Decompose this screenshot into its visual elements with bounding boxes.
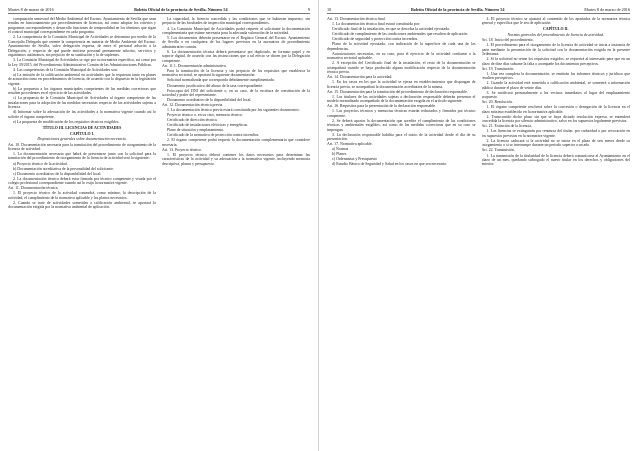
paragraph: 4. Las competencias de la Comisión Municipal de Actividades son: bbox=[13, 67, 118, 72]
paragraph: 2. Cuando la actividad esté sometida a calificación ambiental, se someterá a información pública durante el plazo de veinte días. bbox=[481, 81, 630, 90]
section-heading: CAPÍTULO II. bbox=[542, 27, 569, 32]
article-heading: Art. 20. Resolución. bbox=[481, 100, 513, 105]
right-page-columns bbox=[327, 17, 630, 449]
paragraph: 2. La documentación técnica deberá estar firmada por técnico competente y visada por el colegio profesional correspondiente cuando así lo exija la normativa vigente. bbox=[8, 176, 156, 186]
paragraph: 1. Las licencias se extinguirán por renuncia del titular, por caducidad o por revocación en los supuestos previstos en la normativa vigente. bbox=[481, 129, 630, 138]
paragraph: Proyecto técnico o, en su caso, memoria técnica. bbox=[167, 113, 243, 118]
article-heading: Art. 18. Inicio del procedimiento. bbox=[481, 38, 534, 43]
article-heading: Art. 10. Documentación necesaria para la tramitación del procedimiento de otorgamiento de la licencia de actividad. bbox=[8, 142, 156, 151]
paragraph: Fotocopia del DNI del solicitante o, en su caso, de la escritura de constitución de la sociedad y poder del representante. bbox=[162, 88, 310, 97]
left-page-columns bbox=[8, 17, 310, 449]
article-heading: Art. 17. Normativa aplicable. bbox=[327, 142, 373, 147]
paragraph: Plano de la actividad ejecutada, con indicación de la superficie de cada una de las dependencias. bbox=[327, 42, 476, 51]
paragraph: 3. Se notificará personalmente a los vecinos inmediatos al lugar del emplazamiento propuesto. bbox=[481, 90, 630, 100]
article-heading: Art. 14. Documentación para la actividad. bbox=[327, 75, 393, 80]
paragraph: 2. La licencia caducará si la actividad no se inicia en el plazo de seis meses desde su otorgamiento o si se interrumpe durante un periodo superior a un año. bbox=[481, 138, 630, 148]
paragraph: Para la tramitación de la licencia y sin perjuicio de los requisitos que establezca la normativa sectorial, se aportará la siguiente documentación: bbox=[162, 68, 310, 78]
paragraph: Documento justificativo del abono de la tasa correspondiente. bbox=[167, 83, 264, 88]
paragraph: c) La propuesta de la Comisión Municipal de Actividades al órgano competente de las instalaciones para la adopción de las medidas necesarias respecto de las actividades sujetas a licencia. bbox=[8, 96, 156, 110]
paragraph: 1. Los proyectos técnicos y memorias técnicas estarán redactados y firmados por técnico competente. bbox=[327, 109, 476, 118]
right-page-header bbox=[327, 6, 630, 14]
left-header-page-number: 9 bbox=[307, 7, 310, 12]
paragraph: d) Estudio Básico de Seguridad y Salud en los casos en que sea necesario. bbox=[332, 162, 448, 167]
right-column-1 bbox=[327, 17, 476, 449]
paragraph: 1. Una vez completa la documentación, se emitirán los informes técnicos y jurídicos que resulten preceptivos. bbox=[481, 71, 630, 81]
right-header-date: Martes 8 de marzo de 2016 bbox=[584, 7, 630, 12]
paragraph: Plano de situación y emplazamiento. bbox=[167, 128, 225, 133]
paragraph: 2. Se deberá aportar la documentación que acredite el cumplimiento de las condiciones técnicas y ambientales exigibles, así como de las medidas correctoras que en su caso se impongan. bbox=[327, 118, 476, 132]
article-heading: Art. 16. Requisitos para la presentación de la declaración responsable. bbox=[327, 104, 437, 109]
paragraph: 2. La competencia de la Comisión Municipal de Actividades se determina por medio de la Concejalía Delegada que ostente la competencia en materia de Medio Ambiente del Excmo. Ayuntamiento de Sevilla, salvo delegación expresa, de entre el personal adscrito a la Delegación, y respecto de qué puede emitirse personal permanente adscrito, servicios y organismos autónomos, sin perjuicio de su sustitución y la de suplentes. bbox=[8, 35, 156, 58]
left-column-1 bbox=[8, 17, 156, 449]
paragraph: Autorizaciones necesarias, en su caso, para el ejercicio de la actividad conforme a la normativa sectorial aplicable. bbox=[327, 51, 476, 61]
section-heading: TÍTULO III. LICENCIAS DE ACTIVIDADES bbox=[42, 125, 122, 130]
left-header-title: Boletín Oficial de la provincia de Sevilla. Número 54 bbox=[134, 7, 228, 12]
paragraph: b) Documentación acreditativa de la personalidad del solicitante. bbox=[13, 166, 114, 171]
paragraph: 4. El proyecto técnico se ajustará al contenido de los apartados de la normativa técnica general y específica que le sea de aplicación. bbox=[481, 17, 630, 26]
article-heading: Art. 21. Extinción de la licencia. bbox=[481, 124, 533, 129]
paragraph: Solicitud normalizada que corresponda debidamente cumplimentada. bbox=[167, 78, 275, 83]
article-heading: Art. 13. Documentación técnica final. bbox=[327, 17, 386, 21]
paragraph: 1. En los casos en los que la actividad se ejerza en establecimientos que dispongan de licencia previa, se acompañará la documentación acreditativa de la misma. bbox=[327, 80, 476, 89]
paragraph: 2. Si la solicitud no reúne los requisitos exigidos, se requerirá al interesado para que en un plazo de diez días subsane la falta o acompañe los documentos preceptivos. bbox=[481, 57, 630, 66]
paragraph: Certificado de instalaciones eléctricas y energéticas. bbox=[167, 123, 249, 128]
article-heading: Art. 11.1. Documentación administrativa. bbox=[162, 63, 227, 68]
article-heading: Art. 15. Documentación para la tramitación del procedimiento de declaración responsable. bbox=[327, 89, 468, 94]
paragraph: Certificado final de la instalación, en que se describa la actividad ejecutada. bbox=[332, 27, 450, 32]
article-heading: Art. 19. Tramitación. bbox=[481, 66, 515, 71]
section-subheading: Normas generales del procedimiento de licencia de actividad. bbox=[507, 32, 604, 37]
paragraph: 1. Los titulares de las actividades sujetas a declaración responsable deberán presentar el modelo normalizado acompañado de la documentación exigida en el artículo siguiente. bbox=[327, 94, 476, 104]
paragraph: c) Documento acreditativo de la disponibilidad del local. bbox=[13, 171, 102, 176]
left-column-2 bbox=[162, 17, 310, 449]
section-heading: CAPÍTULO I. bbox=[70, 131, 94, 136]
paragraph: Certificado de cumplimiento de las condiciones ambientales que resulten de aplicación. bbox=[332, 32, 469, 37]
paragraph: Certificado de la normativa de protección contra incendios. bbox=[167, 133, 260, 138]
paragraph: a) La emisión de la calificación ambiental en actividades que lo requieran tanto en planes de actuación como en procedimientos de licencia, de acuerdo con lo dispuesto en la legislación vigente. bbox=[8, 72, 156, 86]
section-subheading: Disposiciones generales sobre documentación necesaria. bbox=[37, 137, 127, 142]
paragraph: a) Proyecto técnico de la actividad. bbox=[13, 161, 68, 166]
paragraph: La capacidad, la licencia concedida y las condiciones que se hubieran impuesto, sin perjuicio de las facultades de inspección municipal correspondientes. bbox=[162, 17, 310, 26]
paragraph: 1. La documentación técnica previa estará constituida por los siguientes documentos: bbox=[167, 108, 300, 113]
paragraph: 1. El proyecto técnico deberá contener los datos necesarios para determinar las características de la actividad y su adecuación a la normativa vigente, incluyendo memoria descriptiva, planos y presupuesto. bbox=[162, 152, 310, 166]
paragraph: c) Ordenanzas y Presupuesto bbox=[332, 157, 378, 162]
paragraph: 4. La Comisión Municipal de Actividades podrá requerir al solicitante la documentación complementaria que estime necesaria para la adecuada valoración de la actividad. bbox=[162, 26, 310, 35]
paragraph: 1. El órgano competente resolverá sobre la concesión o denegación de la licencia en el plazo máximo establecido en la normativa aplicable. bbox=[481, 105, 630, 114]
paragraph: Certificado de seguridad y protección contra incendios. bbox=[332, 37, 419, 42]
article-heading: Art. 13. Proyecto técnico. bbox=[162, 147, 202, 152]
paragraph: 5. Los documentos deberán presentarse en el Registro General del Excmo. Ayuntamiento de Sevilla o en cualquiera de los lugares previstos en la normativa de procedimiento administrativo común. bbox=[162, 36, 310, 49]
right-header-title: Boletín Oficial de la provincia de Sevilla. Número 54 bbox=[411, 7, 505, 12]
article-heading: Art. 12. Documentación técnica previa. bbox=[162, 103, 224, 108]
paragraph: 3. La Comisión Municipal de Actividades se rige por su normativa específica, así como por la Ley 39/2015, del Procedimiento Administrativo Común de las Administraciones Públicas. bbox=[8, 58, 156, 67]
paragraph: e) La propuesta de modificación de los requisitos técnicos exigibles. bbox=[13, 119, 120, 124]
paragraph: 2. Cuando se trate de actividades sometidas a calificación ambiental, se aportará la documentación exigida por la normativa ambiental de aplicación. bbox=[8, 200, 156, 210]
paragraph: 2. A excepción del Certificado final de la instalación, el resto de la documentación se acompañará cuando se haya producido alguna modificación respecto de la documentación técnica previa. bbox=[327, 61, 476, 75]
right-column-2 bbox=[482, 17, 631, 449]
paragraph: computación semestral del Medio Ambiental del Excmo. Ayuntamiento de Sevilla que sean tenidas en funcionamiento por procedimientos de licencias, así como adoptar los criterios y programas correspondientes y desarrollo funciones de temporalidad en los términos que sigan el control municipal correspondiente en cada programa. bbox=[8, 17, 156, 35]
left-page-header bbox=[8, 6, 310, 14]
paragraph: 6. La documentación técnica deberá presentarse por duplicado, en formato papel y en soporte digital, de acuerdo con las instrucciones que a tal efecto se dicten por la Delegación competente. bbox=[162, 49, 310, 63]
paragraph: 1. El procedimiento para el otorgamiento de la licencia de actividad se inicia a instancia de parte mediante la presentación de la solicitud con la documentación exigida en la presente Ordenanza. bbox=[481, 43, 630, 57]
paragraph: Documento acreditativo de la disponibilidad del local. bbox=[167, 98, 252, 103]
paragraph: b) La propuesta a los órganos municipales competentes de las medidas correctoras que resulten procedentes en el ejercicio de las actividades. bbox=[8, 86, 156, 96]
paragraph: d) Informar sobre la adecuación de las actividades a la normativa vigente cuando así lo solicite el órgano competente. bbox=[8, 110, 156, 119]
paragraph: b) Planes bbox=[332, 152, 347, 157]
paragraph: 1. La documentación necesaria que habrá de presentarse junto con la solicitud para la tramitación del procedimiento de otorgamiento de la licencia de actividad será la siguiente: bbox=[8, 152, 156, 161]
paragraph: Certificado de dirección técnica. bbox=[167, 118, 218, 123]
paragraph: 1. El proyecto técnico de la actividad contendrá, como mínimo, la descripción de la actividad, el cumplimiento de la normativa aplicable y los planos necesarios. bbox=[8, 191, 156, 200]
paragraph: 1. La transmisión de la titularidad de la licencia deberá comunicarse al Ayuntamiento en el plazo de un mes, quedando subrogado el nuevo titular en los derechos y obligaciones del anterior. bbox=[481, 153, 630, 167]
right-page bbox=[319, 0, 638, 451]
article-heading: Art. 11. Documentación técnica. bbox=[8, 186, 59, 191]
right-header-page-number: 10 bbox=[327, 7, 332, 12]
paragraph: 2. Transcurrido dicho plazo sin que se haya dictado resolución expresa, se entenderá concedida la licencia por silencio administrativo, salvo en los supuestos legalmente previstos. bbox=[481, 114, 630, 124]
paragraph: 3. La declaración responsable habilita para el inicio de la actividad desde el día de su presentación. bbox=[327, 132, 476, 142]
left-header-date: Martes 8 de marzo de 2016 bbox=[8, 7, 54, 12]
paragraph: a) Normas bbox=[332, 147, 349, 152]
article-heading: Art. 22. Transmisión. bbox=[481, 148, 515, 153]
paragraph: 1. La documentación técnica final estará constituida por: bbox=[332, 22, 421, 27]
paragraph: 2. El órgano competente podrá requerir la documentación complementaria que considere necesaria. bbox=[162, 138, 310, 147]
